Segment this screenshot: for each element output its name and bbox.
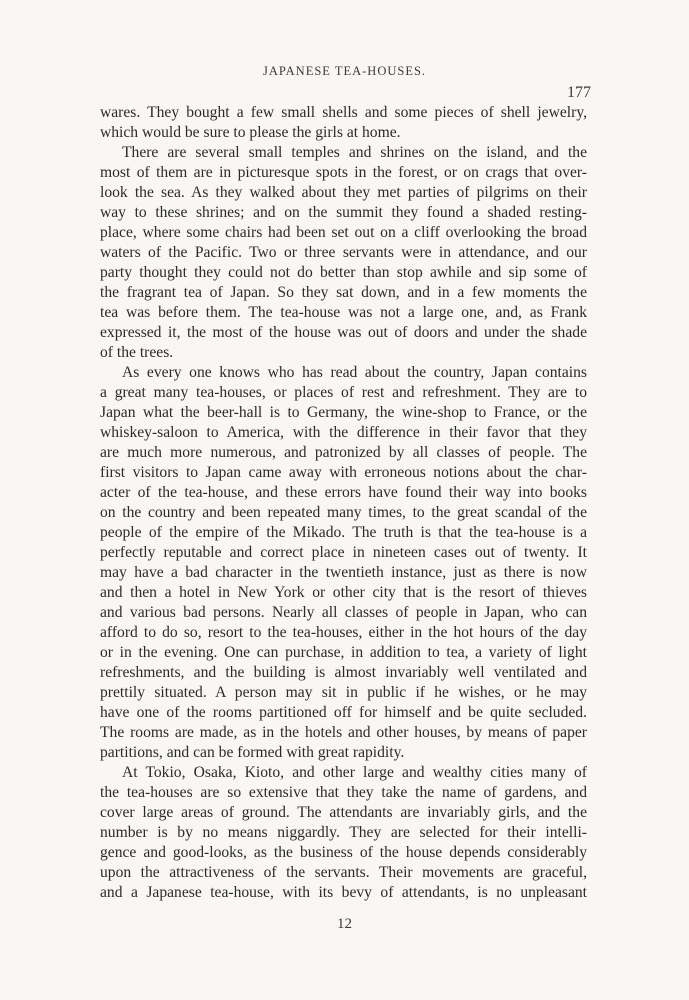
text-line: a great many tea-houses, or places of rest and refreshment. They are to xyxy=(100,384,587,401)
text-line: people of the empire of the Mikado. The truth is that the tea-house is a xyxy=(100,524,587,541)
text-line: the tea-houses are so extensive that they take the name of gardens, and xyxy=(100,784,587,801)
text-line: gence and good-looks, as the business of the house depends considerably xyxy=(100,844,587,861)
signature-mark: 12 xyxy=(337,916,352,932)
text-line: upon the attractiveness of the servants. Their movements are graceful, xyxy=(100,864,587,881)
text-line: have one of the rooms partitioned off for himself and be quite secluded. xyxy=(100,704,587,721)
text-line: and various bad persons. Nearly all classes of people in Japan, who can xyxy=(100,604,587,621)
text-line: The rooms are made, as in the hotels and other houses, by means of paper xyxy=(100,724,587,741)
text-line: which would be sure to please the girls at home. xyxy=(100,124,401,141)
text-line: way to these shrines; and on the summit they found a shaded resting- xyxy=(100,204,587,221)
text-line: whiskey-saloon to America, with the difference in their favor that they xyxy=(100,424,587,441)
text-line: prettily situated. A person may sit in public if he wishes, or he may xyxy=(100,684,587,701)
text-line: and then a hotel in New York or other city that is the resort of thieves xyxy=(100,584,587,601)
text-line: expressed it, the most of the house was out of doors and under the shade xyxy=(100,324,587,341)
text-line: party thought they could not do better than stop awhile and sip some of xyxy=(100,264,587,281)
text-line: partitions, and can be formed with great rapidity. xyxy=(100,744,405,761)
text-line: place, where some chairs had been set out on a cliff overlooking the broad xyxy=(100,224,587,241)
text-line: look the sea. As they walked about they met parties of pilgrims on their xyxy=(100,184,587,201)
text-line: and a Japanese tea-house, with its bevy of attendants, is no unpleasant xyxy=(100,884,587,901)
body-text xyxy=(100,103,587,903)
text-line: waters of the Pacific. Two or three servants were in attendance, and our xyxy=(100,244,587,261)
text-line: acter of the tea-house, and these errors have found their way into books xyxy=(100,484,587,501)
text-line: are much more numerous, and patronized by all classes of people. The xyxy=(100,444,587,461)
text-line: refreshments, and the building is almost invariably well ventilated and xyxy=(100,664,587,681)
text-line: may have a bad character in the twentieth instance, just as there is now xyxy=(100,564,587,581)
text-line: There are several small temples and shrines on the island, and the xyxy=(122,144,587,161)
text-line: number is by no means niggardly. They are selected for their intelli- xyxy=(100,824,587,841)
text-line: Japan what the beer-hall is to Germany, the wine-shop to France, or the xyxy=(100,404,587,421)
text-line: wares. They bought a few small shells and some pieces of shell jewelry, xyxy=(100,104,587,121)
text-line: of the trees. xyxy=(100,344,174,361)
text-line: or in the evening. One can purchase, in addition to tea, a variety of light xyxy=(100,644,587,661)
text-line: cover large areas of ground. The attendants are invariably girls, and the xyxy=(100,804,587,821)
text-line: perfectly reputable and correct place in nineteen cases out of twenty. It xyxy=(100,544,587,561)
text-line: afford to do so, resort to the tea-houses, either in the hot hours of the day xyxy=(100,624,587,641)
text-line: on the country and been repeated many times, to the great scandal of the xyxy=(100,504,587,521)
text-line: At Tokio, Osaka, Kioto, and other large and wealthy cities many of xyxy=(122,764,587,781)
text-line: most of them are in picturesque spots in the forest, or on crags that over- xyxy=(100,164,587,181)
text-line: the fragrant tea of Japan. So they sat down, and in a few moments the xyxy=(100,284,587,301)
running-head: JAPANESE TEA-HOUSES. xyxy=(262,64,427,78)
text-line: tea was before them. The tea-house was not a large one, and, as Frank xyxy=(100,304,587,321)
page-number: 177 xyxy=(567,84,591,101)
text-line: As every one knows who has read about the country, Japan contains xyxy=(122,364,587,381)
text-line: first visitors to Japan came away with erroneous notions about the char- xyxy=(100,464,587,481)
